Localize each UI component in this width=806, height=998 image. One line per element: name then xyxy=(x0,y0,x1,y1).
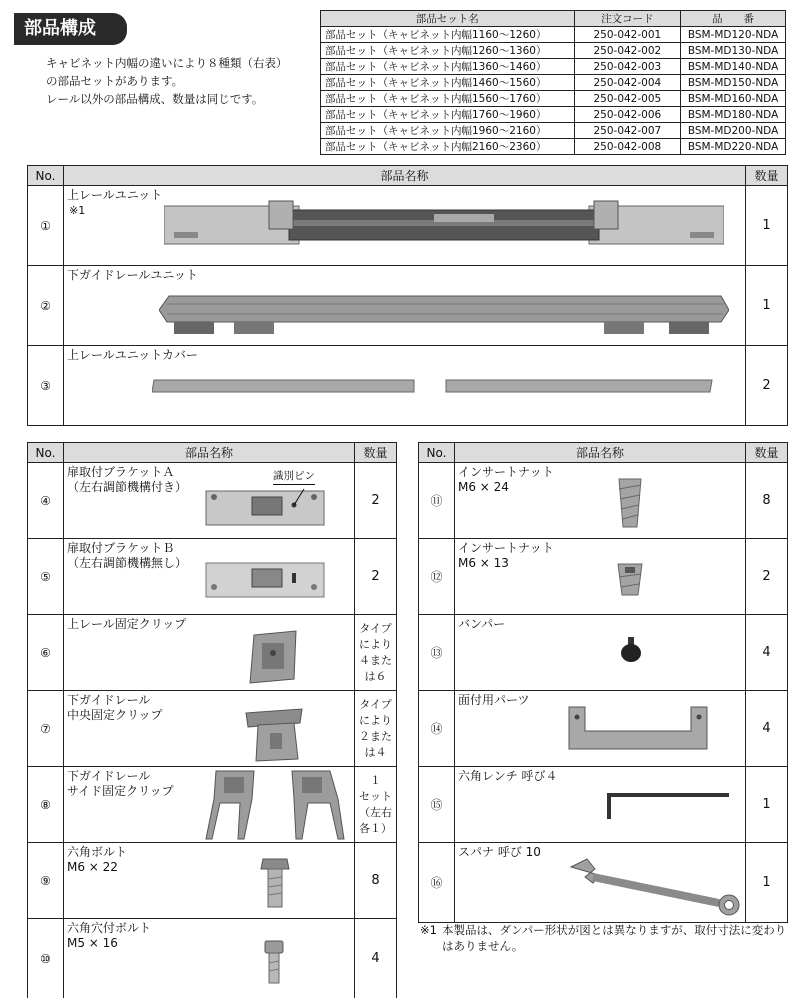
part-qty: 4 xyxy=(746,691,788,767)
part-no: ⑬ xyxy=(419,615,455,691)
intro-line: キャビネット内幅の違いにより８種類（右表） xyxy=(46,56,288,70)
part-no: ⑪ xyxy=(419,463,455,539)
part-name: 下ガイドレール サイド固定クリップ xyxy=(67,769,174,798)
part-qty: 4 xyxy=(355,919,397,998)
part-cell xyxy=(64,767,355,843)
set-code: 250-042-001 xyxy=(574,27,680,43)
part-name: 面付用パーツ xyxy=(458,693,530,707)
part-cell xyxy=(455,843,746,923)
part-qty: 1 xyxy=(746,767,788,843)
part-row xyxy=(28,539,397,615)
part-name: 六角ボルト M6 × 22 xyxy=(67,845,128,874)
part-row xyxy=(28,463,397,539)
intro-text xyxy=(46,54,288,108)
part-cell xyxy=(64,919,355,998)
set-model: BSM-MD140-NDA xyxy=(681,59,786,75)
part-cell xyxy=(64,615,355,691)
part-row xyxy=(28,615,397,691)
footnote-mark: ※1 xyxy=(420,923,437,937)
part-qty: 1 xyxy=(746,266,788,346)
part-no: ⑫ xyxy=(419,539,455,615)
part-cell xyxy=(455,539,746,615)
part-name: 六角レンチ 呼び４ xyxy=(458,769,558,783)
part-row xyxy=(28,346,788,426)
part-no: ⑯ xyxy=(419,843,455,923)
part-name: バンパー xyxy=(458,617,506,631)
col-no: No. xyxy=(28,443,64,463)
center-clip-icon xyxy=(244,705,314,763)
part-name: 扉取付ブラケットＢ （左右調節機構無し） xyxy=(67,541,188,570)
part-name: 上レールユニットカバー xyxy=(67,348,198,362)
part-qty: 4 xyxy=(746,615,788,691)
intro-line: レール以外の部品構成、数量は同じです。 xyxy=(46,92,264,106)
part-row xyxy=(28,919,397,998)
insert-nut-short-icon xyxy=(615,561,645,599)
set-row xyxy=(321,123,786,139)
part-cell xyxy=(455,463,746,539)
part-no: ⑥ xyxy=(28,615,64,691)
set-name: 部品セット（キャビネット内幅1760～1960） xyxy=(321,107,575,123)
part-no: ⑮ xyxy=(419,767,455,843)
part-cell xyxy=(455,691,746,767)
part-no: ⑨ xyxy=(28,843,64,919)
parts-table-left xyxy=(27,442,397,998)
set-model: BSM-MD150-NDA xyxy=(681,75,786,91)
hex-bolt-icon xyxy=(260,857,290,911)
parts-header-row xyxy=(28,443,397,463)
part-row xyxy=(419,691,788,767)
identification-pin-label: 識別ピン xyxy=(273,469,315,485)
part-cell xyxy=(64,186,746,266)
part-no: ⑭ xyxy=(419,691,455,767)
part-name: 上レール固定クリップ xyxy=(67,617,187,631)
set-name: 部品セット（キャビネット内幅2160～2360） xyxy=(321,139,575,155)
set-model: BSM-MD120-NDA xyxy=(681,27,786,43)
set-table xyxy=(320,10,786,155)
part-row xyxy=(28,266,788,346)
part-name: インサートナット M6 × 24 xyxy=(458,465,554,494)
set-code: 250-042-008 xyxy=(574,139,680,155)
part-cell xyxy=(64,691,355,767)
part-cell xyxy=(64,539,355,615)
part-name: スパナ 呼び 10 xyxy=(458,845,541,859)
set-row xyxy=(321,43,786,59)
set-code: 250-042-002 xyxy=(574,43,680,59)
face-mount-part-icon xyxy=(565,703,715,753)
col-name: 部品名称 xyxy=(455,443,746,463)
set-row xyxy=(321,75,786,91)
part-row xyxy=(28,843,397,919)
part-row xyxy=(28,691,397,767)
set-name: 部品セット（キャビネット内幅1360～1460） xyxy=(321,59,575,75)
part-cell xyxy=(64,266,746,346)
part-no: ⑤ xyxy=(28,539,64,615)
part-cell xyxy=(64,463,355,539)
page-title: 部品構成 xyxy=(14,13,127,45)
part-no: ① xyxy=(28,186,64,266)
col-no: No. xyxy=(419,443,455,463)
part-qty: 8 xyxy=(746,463,788,539)
set-col-model: 品 番 xyxy=(681,11,786,27)
part-qty xyxy=(355,691,397,767)
set-row xyxy=(321,59,786,75)
set-model: BSM-MD220-NDA xyxy=(681,139,786,155)
insert-nut-long-icon xyxy=(615,475,645,531)
part-note: ※1 xyxy=(69,204,86,217)
set-row xyxy=(321,139,786,155)
upper-rail-unit-icon xyxy=(164,196,724,256)
lower-guide-rail-unit-icon xyxy=(159,284,729,344)
set-table-header xyxy=(321,11,786,27)
part-row xyxy=(419,539,788,615)
parts-header-row xyxy=(419,443,788,463)
col-qty: 数量 xyxy=(746,166,788,186)
set-model: BSM-MD180-NDA xyxy=(681,107,786,123)
part-no: ② xyxy=(28,266,64,346)
part-qty-text: タイプ により ２また は４ xyxy=(359,697,392,759)
part-no: ⑦ xyxy=(28,691,64,767)
part-qty xyxy=(355,615,397,691)
spanner-icon xyxy=(565,855,749,917)
part-name: 上レールユニット xyxy=(67,188,163,202)
part-cell xyxy=(455,767,746,843)
part-name: 下ガイドレールユニット xyxy=(67,268,198,282)
parts-table-right xyxy=(418,442,788,923)
set-code: 250-042-005 xyxy=(574,91,680,107)
part-qty: 2 xyxy=(355,539,397,615)
parts-header-row xyxy=(28,166,788,186)
col-name: 部品名称 xyxy=(64,443,355,463)
set-row xyxy=(321,91,786,107)
footnote-text: 本製品は、ダンパー形状が図とは異なりますが、取付寸法に変わりはありません。 xyxy=(442,923,787,953)
footnote xyxy=(420,922,790,954)
part-name: 六角穴付ボルト M5 × 16 xyxy=(67,921,152,950)
set-code: 250-042-003 xyxy=(574,59,680,75)
set-row xyxy=(321,107,786,123)
col-no: No. xyxy=(28,166,64,186)
part-qty: 8 xyxy=(355,843,397,919)
part-no: ⑩ xyxy=(28,919,64,998)
set-col-code: 注文コード xyxy=(574,11,680,27)
set-model: BSM-MD160-NDA xyxy=(681,91,786,107)
set-model: BSM-MD130-NDA xyxy=(681,43,786,59)
set-name: 部品セット（キャビネット内幅1260～1360） xyxy=(321,43,575,59)
bumper-icon xyxy=(619,635,643,665)
part-row xyxy=(419,463,788,539)
set-model: BSM-MD200-NDA xyxy=(681,123,786,139)
part-name: 扉取付ブラケットＡ （左右調節機構付き） xyxy=(67,465,188,494)
col-qty: 数量 xyxy=(746,443,788,463)
hex-key-icon xyxy=(605,791,735,823)
set-col-name: 部品セット名 xyxy=(321,11,575,27)
part-qty: 1 xyxy=(746,186,788,266)
part-row xyxy=(28,767,397,843)
part-qty-text: １ セット （左右 各１） xyxy=(359,773,392,835)
part-name: 下ガイドレール 中央固定クリップ xyxy=(67,693,163,722)
part-row xyxy=(28,186,788,266)
col-qty: 数量 xyxy=(355,443,397,463)
set-name: 部品セット（キャビネット内幅1960～2160） xyxy=(321,123,575,139)
part-no: ③ xyxy=(28,346,64,426)
side-clip-icon xyxy=(204,769,354,841)
part-cell xyxy=(64,346,746,426)
part-qty: 2 xyxy=(355,463,397,539)
bracket-a-icon xyxy=(204,487,334,531)
upper-rail-clip-icon xyxy=(244,629,304,687)
socket-bolt-icon xyxy=(262,939,286,987)
part-no: ⑧ xyxy=(28,767,64,843)
part-cell xyxy=(455,615,746,691)
set-name: 部品セット（キャビネット内幅1460～1560） xyxy=(321,75,575,91)
set-row xyxy=(321,27,786,43)
part-qty: 2 xyxy=(746,539,788,615)
set-code: 250-042-007 xyxy=(574,123,680,139)
part-qty: 2 xyxy=(746,346,788,426)
part-qty xyxy=(355,767,397,843)
part-row xyxy=(419,843,788,923)
part-row xyxy=(419,615,788,691)
set-name: 部品セット（キャビネット内幅1160～1260） xyxy=(321,27,575,43)
part-no: ④ xyxy=(28,463,64,539)
part-cell xyxy=(64,843,355,919)
set-code: 250-042-004 xyxy=(574,75,680,91)
part-qty: 1 xyxy=(746,843,788,923)
set-name: 部品セット（キャビネット内幅1560～1760） xyxy=(321,91,575,107)
parts-table-rails xyxy=(27,165,788,426)
part-row xyxy=(419,767,788,843)
part-qty-text: タイプ により ４また は６ xyxy=(359,621,392,683)
bracket-b-icon xyxy=(204,559,334,603)
col-name: 部品名称 xyxy=(64,166,746,186)
set-code: 250-042-006 xyxy=(574,107,680,123)
intro-line: の部品セットがあります。 xyxy=(46,74,184,88)
part-name: インサートナット M6 × 13 xyxy=(458,541,554,570)
rail-cover-icon xyxy=(152,376,722,396)
